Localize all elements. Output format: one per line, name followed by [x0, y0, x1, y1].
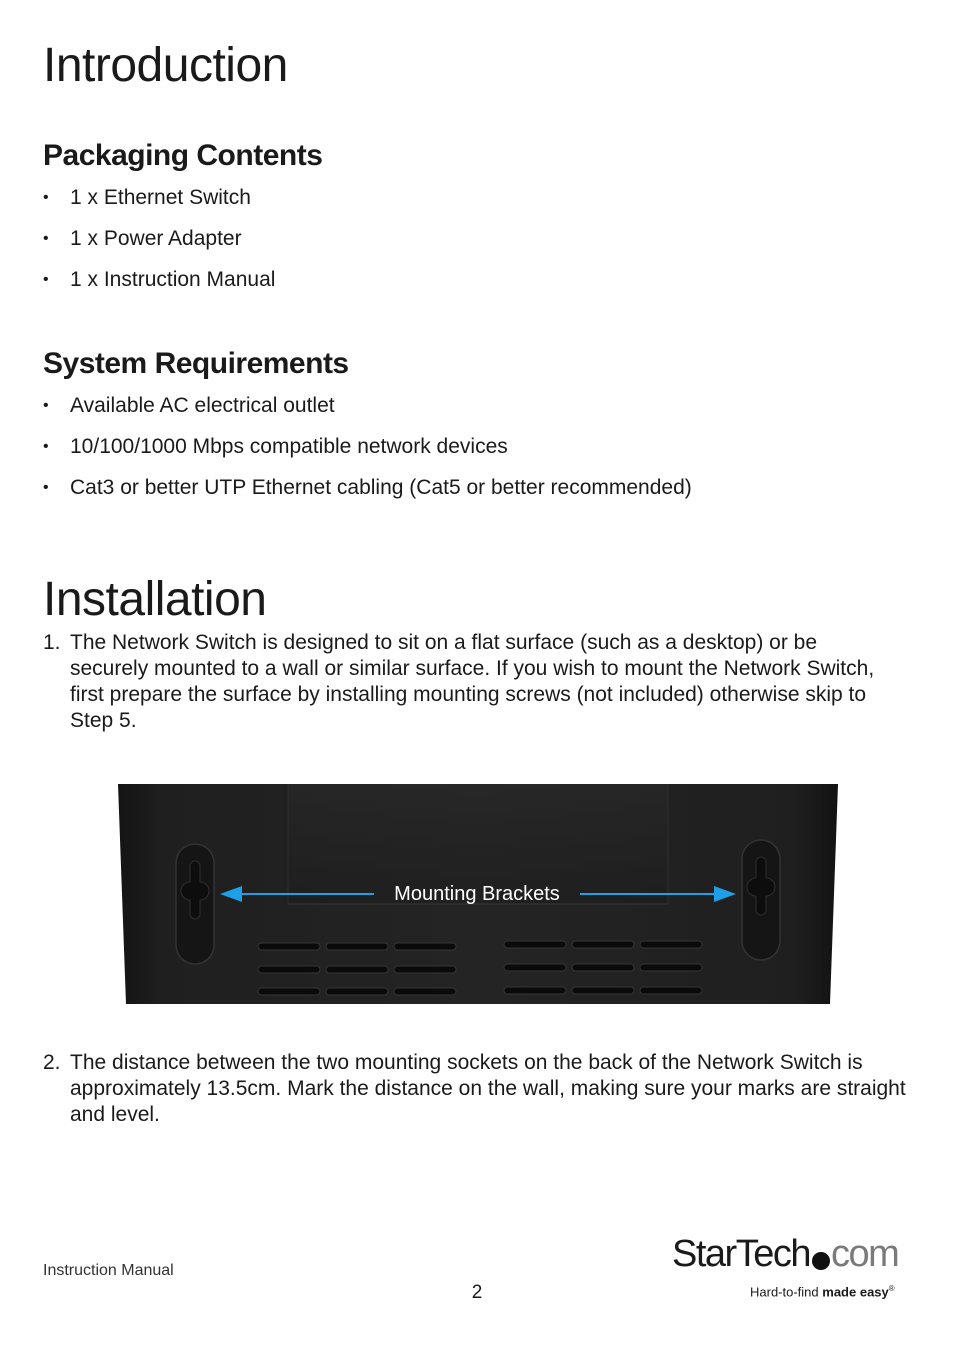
list-item: • 1 x Instruction Manual — [43, 268, 275, 292]
list-item: • Available AC electrical outlet — [43, 394, 692, 418]
logo-tagline — [750, 1284, 895, 1299]
step-number: 2. — [43, 1051, 61, 1074]
step-number: 1. — [43, 631, 61, 654]
logo-tagline-bold: made easy — [822, 1284, 889, 1300]
system-requirements-list — [43, 394, 692, 517]
page-number: 2 — [471, 1282, 483, 1303]
step-text: The Network Switch is designed to sit on a flat surface (such as a desktop) or be securely mounted to a wall or similar surface. If you wish to mount the Network Switch, first prepare the surface by installing mounting screws (not included) otherwise skip to Step 5. — [70, 631, 875, 732]
footer-doc-label: Instruction Manual — [43, 1262, 174, 1279]
packaging-contents-heading: Packaging Contents — [43, 139, 323, 172]
logo-brand-main: StarTech — [672, 1233, 810, 1275]
system-requirements-heading: System Requirements — [43, 347, 349, 380]
list-item: • 1 x Power Adapter — [43, 227, 275, 251]
installation-step-2 — [43, 1050, 913, 1128]
startech-logo — [668, 1228, 918, 1308]
right-mounting-slot — [742, 840, 780, 960]
logo-tagline-regular: Hard-to-find — [750, 1284, 819, 1300]
list-item: • Cat3 or better UTP Ethernet cabling (Cat5 or better recommended) — [43, 476, 692, 500]
introduction-title: Introduction — [43, 39, 288, 92]
step-text: The distance between the two mounting sockets on the back of the Network Switch is approximately 13.5cm. Mark the distance on the wall, making sure your marks are straight and level. — [70, 1051, 906, 1126]
left-mounting-slot — [176, 844, 214, 964]
switch-back-photo — [118, 784, 838, 1004]
logo-brand-suffix: com — [830, 1233, 899, 1275]
installation-title: Installation — [43, 573, 267, 626]
list-item: • 1 x Ethernet Switch — [43, 186, 275, 210]
mounting-brackets-label: Mounting Brackets — [394, 883, 560, 905]
packaging-contents-list — [43, 186, 275, 309]
installation-step-1 — [43, 630, 888, 734]
logo-registered: ® — [888, 1284, 895, 1293]
logo-dot-icon — [812, 1252, 830, 1270]
list-item: • 10/100/1000 Mbps compatible network devices — [43, 435, 692, 459]
